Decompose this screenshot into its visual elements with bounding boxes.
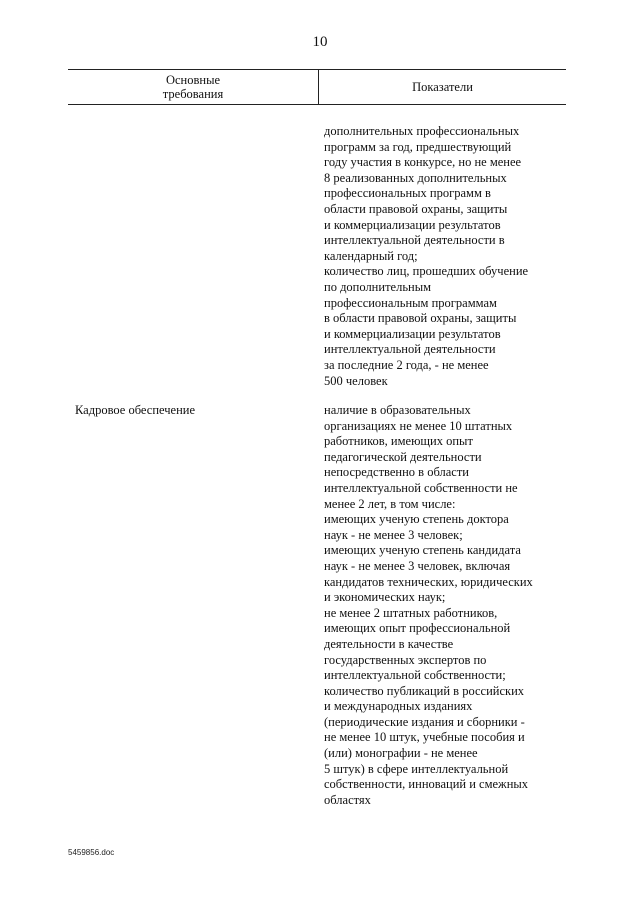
indicator-line: интеллектуальной деятельности — [324, 342, 496, 357]
header-indicators: Показатели — [412, 80, 473, 94]
footer-filename: 5459856.doc — [68, 848, 115, 857]
indicator-line: имеющих ученую степень доктора — [324, 512, 509, 527]
indicator-line: государственных экспертов по — [324, 652, 487, 667]
indicator-line: собственности, инноваций и смежных — [324, 777, 529, 792]
page-number: 10 — [312, 34, 328, 50]
indicator-line: по дополнительным — [324, 279, 432, 294]
indicator-line: (или) монографии - не менее — [324, 746, 478, 761]
indicator-line: имеющих ученую степень кандидата — [324, 543, 521, 558]
indicator-line: работников, имеющих опыт — [324, 434, 473, 449]
indicator-line: количество публикаций в российских — [324, 683, 525, 698]
indicator-line: менее 2 лет, в том числе: — [324, 496, 456, 511]
indicator-line: организациях не менее 10 штатных — [324, 418, 513, 433]
indicator-line: 5 штук) в сфере интеллектуальной — [324, 761, 509, 776]
indicator-line: количество лиц, прошедших обучение — [324, 264, 529, 279]
indicator-line: педагогической деятельности — [324, 449, 482, 464]
table-header — [68, 69, 566, 105]
indicator-line: области правовой охраны, защиты — [324, 201, 508, 216]
indicator-line: дополнительных профессиональных — [324, 124, 520, 138]
indicator-line: и коммерциализации результатов — [324, 217, 501, 232]
header-requirements-line: Основные — [165, 73, 221, 87]
indicator-line: наличие в образовательных — [324, 403, 471, 417]
indicator-line: интеллектуальной собственности; — [324, 668, 506, 683]
indicator-line: и международных изданиях — [324, 699, 473, 714]
indicator-line: профессиональных программ в — [324, 186, 491, 201]
indicator-line: интеллектуальной собственности не — [324, 480, 518, 495]
indicator-line: не менее 10 штук, учебные пособия и — [324, 730, 525, 745]
indicator-line: (периодические издания и сборники - — [324, 714, 525, 729]
indicator-line: календарный год; — [324, 248, 418, 263]
indicator-line: не менее 2 штатных работников, — [324, 605, 498, 620]
indicator-line: наук - не менее 3 человек; — [324, 527, 463, 542]
indicator-line: году участия в конкурсе, но не менее — [324, 155, 522, 170]
indicator-line: 8 реализованных дополнительных — [324, 170, 507, 185]
indicator-line: в области правовой охраны, защиты — [324, 311, 517, 326]
indicator-line: профессиональным программам — [324, 295, 497, 310]
row-2-requirement: Кадровое обеспечение — [75, 403, 196, 417]
header-requirements — [68, 73, 318, 101]
indicator-line: областях — [324, 792, 371, 807]
indicator-line: за последние 2 года, - не менее — [324, 357, 489, 372]
indicator-line: имеющих опыт профессиональной — [324, 621, 511, 636]
indicator-line: интеллектуальной деятельности в — [324, 233, 505, 248]
indicator-line: деятельности в качестве — [324, 636, 454, 651]
indicator-line: программ за год, предшествующий — [324, 139, 512, 154]
indicator-line: непосредственно в области — [324, 465, 469, 480]
indicator-line: кандидатов технических, юридических — [324, 574, 533, 589]
indicator-line: и экономических наук; — [324, 590, 446, 605]
indicator-line: и коммерциализации результатов — [324, 326, 501, 341]
indicator-line: наук - не менее 3 человек, включая — [324, 558, 511, 573]
indicator-line: 500 человек — [324, 373, 388, 388]
row-1-indicators — [324, 124, 569, 389]
header-requirements-line: требования — [162, 87, 224, 101]
row-2-indicators — [324, 403, 569, 808]
